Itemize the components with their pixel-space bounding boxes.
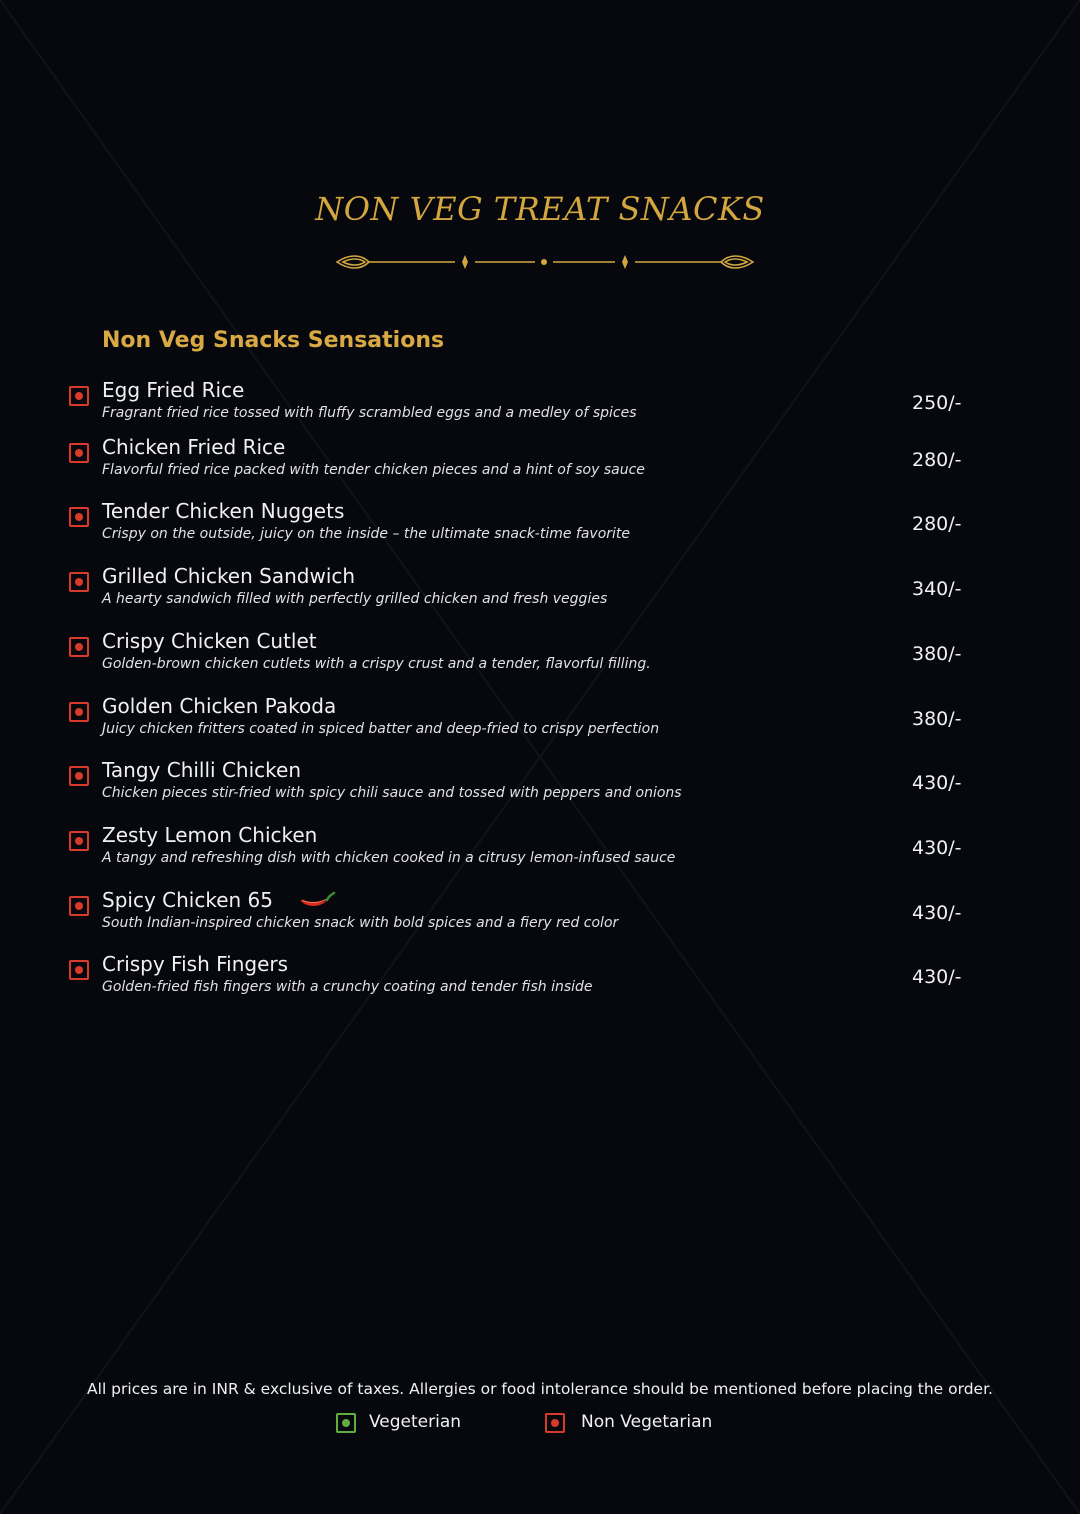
menu-item: [0, 890, 1080, 946]
item-name: Spicy Chicken 65: [102, 888, 273, 912]
non-veg-symbol-icon: [69, 572, 89, 592]
veg-symbol-icon: [336, 1413, 356, 1433]
item-price: 380/-: [912, 643, 962, 665]
ornamental-divider: [335, 250, 755, 274]
section-heading: Non Veg Snacks Sensations: [102, 328, 445, 353]
item-name: Grilled Chicken Sandwich: [102, 564, 356, 588]
item-name: Chicken Fried Rice: [102, 435, 286, 459]
non-veg-symbol-icon: [69, 896, 89, 916]
non-veg-symbol-icon: [69, 766, 89, 786]
menu-item: [0, 631, 1080, 687]
item-price: 380/-: [912, 708, 962, 730]
item-price: 430/-: [912, 837, 962, 859]
item-name: Crispy Fish Fingers: [102, 952, 289, 976]
item-name: Zesty Lemon Chicken: [102, 823, 318, 847]
menu-item: [0, 954, 1080, 1010]
non-veg-symbol-icon: [69, 702, 89, 722]
menu-item: [0, 437, 1080, 493]
legend-nonveg-label: Non Vegetarian: [581, 1412, 713, 1432]
menu-item: [0, 696, 1080, 752]
item-name: Tender Chicken Nuggets: [102, 499, 345, 523]
menu-item: [0, 501, 1080, 557]
item-name: Crispy Chicken Cutlet: [102, 629, 317, 653]
item-description: Crispy on the outside, juicy on the inside – the ultimate snack-time favorite: [102, 526, 631, 542]
item-price: 280/-: [912, 449, 962, 471]
item-description: Golden-brown chicken cutlets with a crispy crust and a tender, flavorful filling.: [102, 656, 651, 672]
item-price: 340/-: [912, 578, 962, 600]
legend-veg-label: Vegeterian: [369, 1412, 462, 1432]
item-price: 250/-: [912, 392, 962, 414]
item-price: 430/-: [912, 902, 962, 924]
chili-pepper-icon: [298, 890, 338, 912]
menu-item: [0, 380, 1080, 436]
item-name: Tangy Chilli Chicken: [102, 758, 301, 782]
non-veg-symbol-icon: [69, 637, 89, 657]
item-price: 430/-: [912, 772, 962, 794]
non-veg-symbol-icon: [69, 386, 89, 406]
item-description: Fragrant fried rice tossed with fluffy scrambled eggs and a medley of spices: [102, 405, 637, 421]
menu-item: [0, 566, 1080, 622]
item-name: Golden Chicken Pakoda: [102, 694, 337, 718]
item-price: 430/-: [912, 966, 962, 988]
item-price: 280/-: [912, 513, 962, 535]
item-description: A tangy and refreshing dish with chicken cooked in a citrusy lemon-infused sauce: [102, 850, 676, 866]
non-veg-symbol-icon: [69, 507, 89, 527]
item-description: South Indian-inspired chicken snack with bold spices and a fiery red color: [102, 915, 619, 931]
non-veg-symbol-icon: [69, 960, 89, 980]
menu-item: [0, 760, 1080, 816]
item-description: Golden-fried fish fingers with a crunchy coating and tender fish inside: [102, 979, 593, 995]
footer-note: All prices are in INR & exclusive of taxes. Allergies or food intolerance should be mentioned before placing the order.: [87, 1380, 993, 1398]
non-veg-symbol-icon: [69, 443, 89, 463]
menu-item: [0, 825, 1080, 881]
item-description: A hearty sandwich filled with perfectly grilled chicken and fresh veggies: [102, 591, 608, 607]
non-veg-symbol-icon: [69, 831, 89, 851]
item-name: Egg Fried Rice: [102, 378, 245, 402]
non-veg-symbol-icon: [545, 1413, 565, 1433]
item-description: Chicken pieces stir-fried with spicy chili sauce and tossed with peppers and onions: [102, 785, 682, 801]
item-description: Juicy chicken fritters coated in spiced batter and deep-fried to crispy perfection: [102, 721, 660, 737]
page-title: NON VEG TREAT SNACKS: [315, 190, 765, 228]
item-description: Flavorful fried rice packed with tender chicken pieces and a hint of soy sauce: [102, 462, 645, 478]
